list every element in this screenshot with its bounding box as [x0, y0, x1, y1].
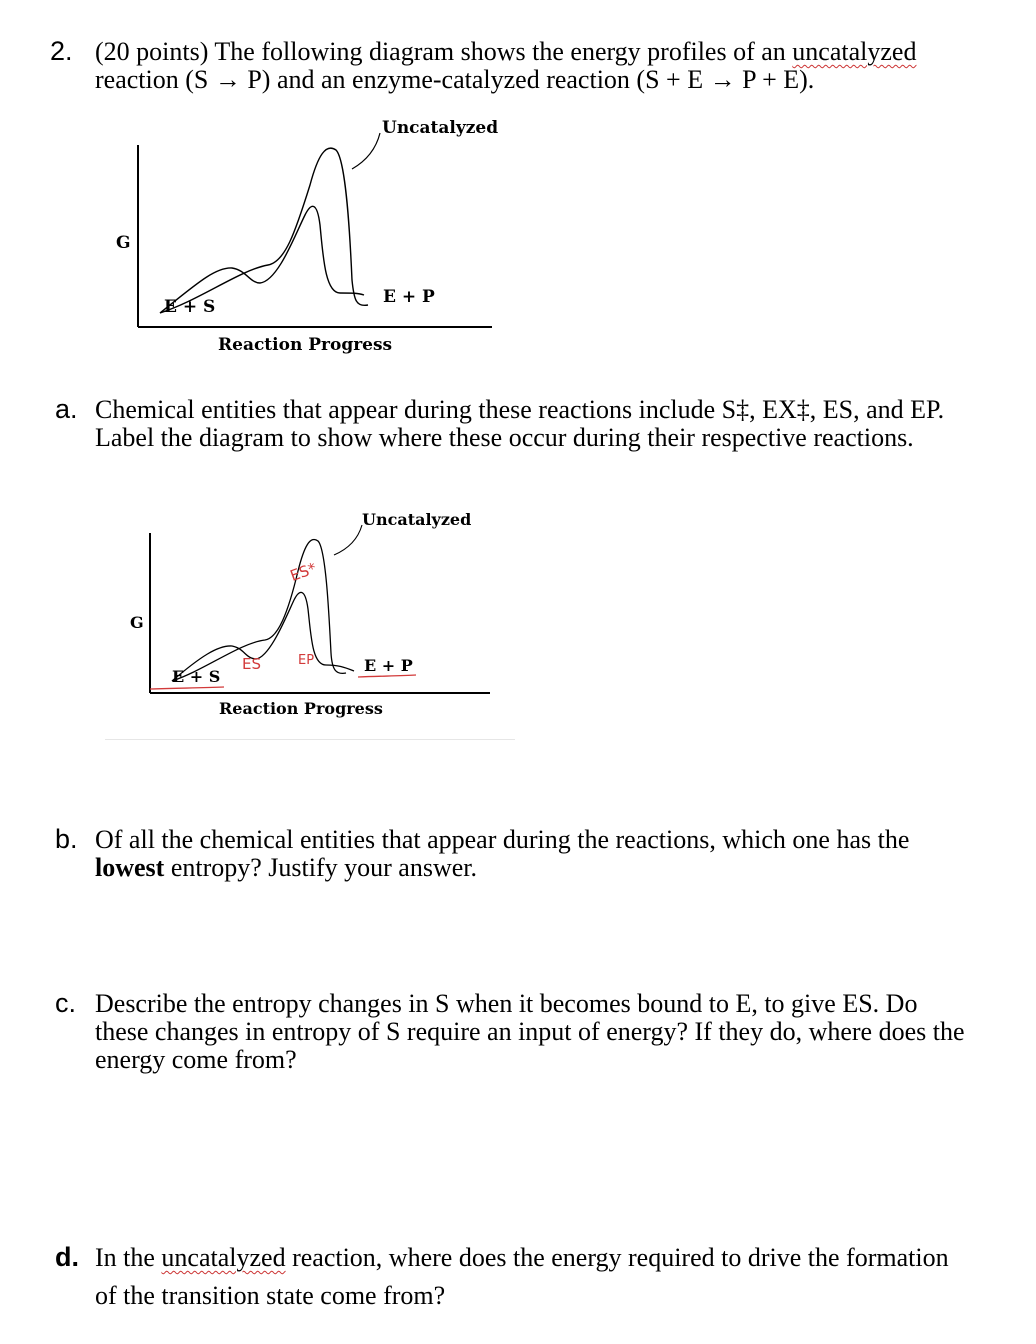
part-c-line1: Describe the entropy changes in S when it becomes bound to E, to give ES. Do — [95, 989, 918, 1018]
energy-diagram-1-plot — [100, 115, 520, 365]
start-label: E + S — [164, 297, 216, 317]
uncatalyzed-pointer — [334, 525, 362, 555]
spellcheck-word: uncatalyzed — [161, 1243, 286, 1272]
y-axis-label: G — [116, 233, 131, 253]
part-a-letter: a. — [55, 394, 78, 424]
part-c-line3: energy come from? — [95, 1045, 297, 1074]
part-d-suffix: reaction, where does the energy required to drive the formation — [285, 1243, 949, 1272]
handwritten-es-star: ES* — [287, 559, 319, 585]
question-intro-line1 — [95, 38, 916, 66]
part-b-letter: b. — [55, 824, 78, 854]
emphasis-lowest: lowest — [95, 853, 165, 882]
part-d-line1 — [95, 1244, 949, 1272]
energy-diagram-1 — [100, 115, 520, 365]
part-b-line2 — [95, 854, 477, 882]
x-axis-label: Reaction Progress — [218, 335, 393, 355]
question-intro-line2: reaction (S → P) and an enzyme-catalyzed reaction (S + E → P + E). — [95, 65, 815, 94]
question-number: 2. — [50, 36, 73, 66]
hand-underline-start — [150, 687, 224, 689]
start-label: E + S — [172, 667, 221, 686]
end-label: E + P — [383, 287, 435, 307]
part-c-letter: c. — [55, 988, 77, 1018]
part-d-prefix: In the — [95, 1243, 162, 1272]
curve-label-uncatalyzed: Uncatalyzed — [362, 510, 472, 529]
end-label: E + P — [364, 656, 413, 675]
x-axis-label: Reaction Progress — [219, 699, 383, 718]
handwritten-ep: EP — [298, 653, 315, 668]
part-c-line2: these changes in entropy of S require an input of energy? If they do, where does the — [95, 1017, 965, 1046]
curve-label-uncatalyzed: Uncatalyzed — [382, 118, 499, 138]
intro-text: (20 points) The following diagram shows the energy profiles of an — [95, 37, 786, 66]
part-a-line2: Label the diagram to show where these occur during their respective reactions. — [95, 423, 914, 452]
part-a-line1: Chemical entities that appear during these reactions include S‡, EX‡, ES, and EP. — [95, 395, 945, 424]
part-b-line1: Of all the chemical entities that appear during the reactions, which one has the — [95, 825, 910, 854]
y-axis-label: G — [130, 613, 144, 632]
energy-diagram-2 — [100, 505, 520, 745]
handwritten-es: ES — [242, 655, 261, 673]
uncatalyzed-pointer — [352, 133, 380, 169]
part-d-letter: d. — [55, 1242, 79, 1272]
hand-underline-end — [358, 675, 416, 677]
divider — [105, 739, 515, 740]
part-d-line2: of the transition state come from? — [95, 1281, 446, 1310]
spellcheck-word: uncatalyzed — [792, 37, 917, 66]
part-b-line2-rest: entropy? Justify your answer. — [164, 853, 477, 882]
